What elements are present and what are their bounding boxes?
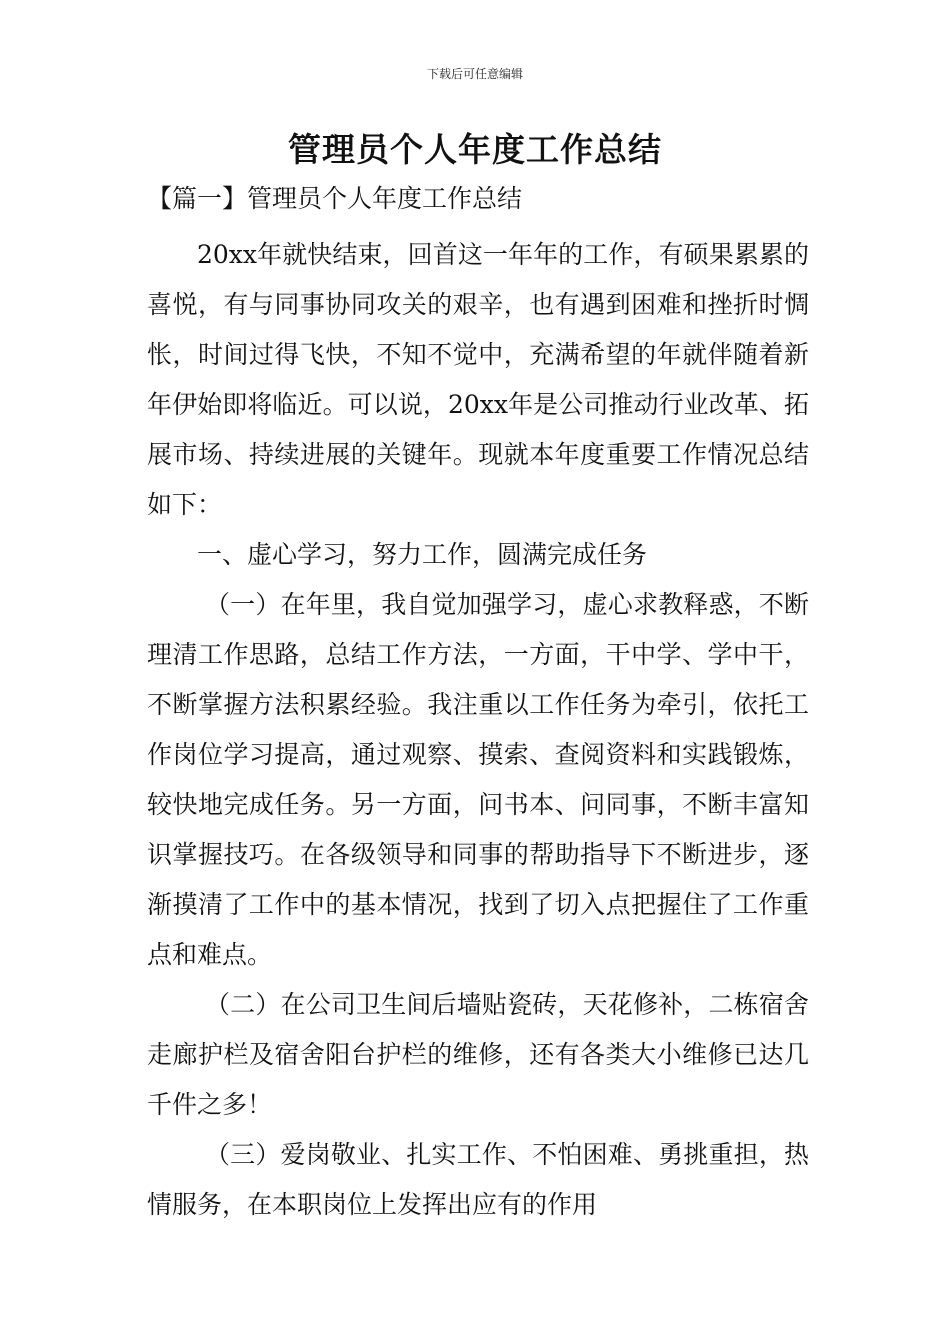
paragraph-item-one: （一）在年里，我自觉加强学习，虚心求教释惑，不断理清工作思路，总结工作方法，一方面，干中学、学中干，不断掌握方法积累经验。我注重以工作任务为牵引，依托工作岗位学习提高，通过观察、摸索、查阅资料和实践锻炼，较快地完成任务。另一方面，问书本、问同事，不断丰富知识掌握技巧。在各级领导和同事的帮助指导下不断进步，逐渐摸清了工作中的基本情况，找到了切入点把握住了工作重点和难点。 — [147, 590, 809, 969]
document-body — [147, 230, 809, 1230]
paragraph-heading-one: 一、虚心学习，努力工作，圆满完成任务 — [197, 540, 648, 569]
paragraph-item-two: （二）在公司卫生间后墙贴瓷砖，天花修补，二栋宿舍走廊护栏及宿舍阳台护栏的维修，还有各类大小维修已达几千件之多！ — [147, 990, 809, 1119]
header-note: 下载后可任意编辑 — [426, 67, 523, 81]
paragraph-intro: 20xx年就快结束，回首这一年年的工作，有硕果累累的喜悦，有与同事协同攻关的艰辛，也有遇到困难和挫折时惆怅，时间过得飞快，不知不觉中，充满希望的年就伴随着新年伊始即将临近。可以说，20xx年是公司推动行业改革、拓展市场、持续进展的关键年。现就本年度重要工作情况总结如下： — [147, 240, 809, 519]
document-title: 管理员个人年度工作总结 — [288, 130, 662, 169]
section-heading: 【篇一】管理员个人年度工作总结 — [147, 184, 523, 213]
paragraph-item-three: （三）爱岗敬业、扎实工作、不怕困难、勇挑重担，热情服务，在本职岗位上发挥出应有的作用 — [147, 1140, 809, 1219]
